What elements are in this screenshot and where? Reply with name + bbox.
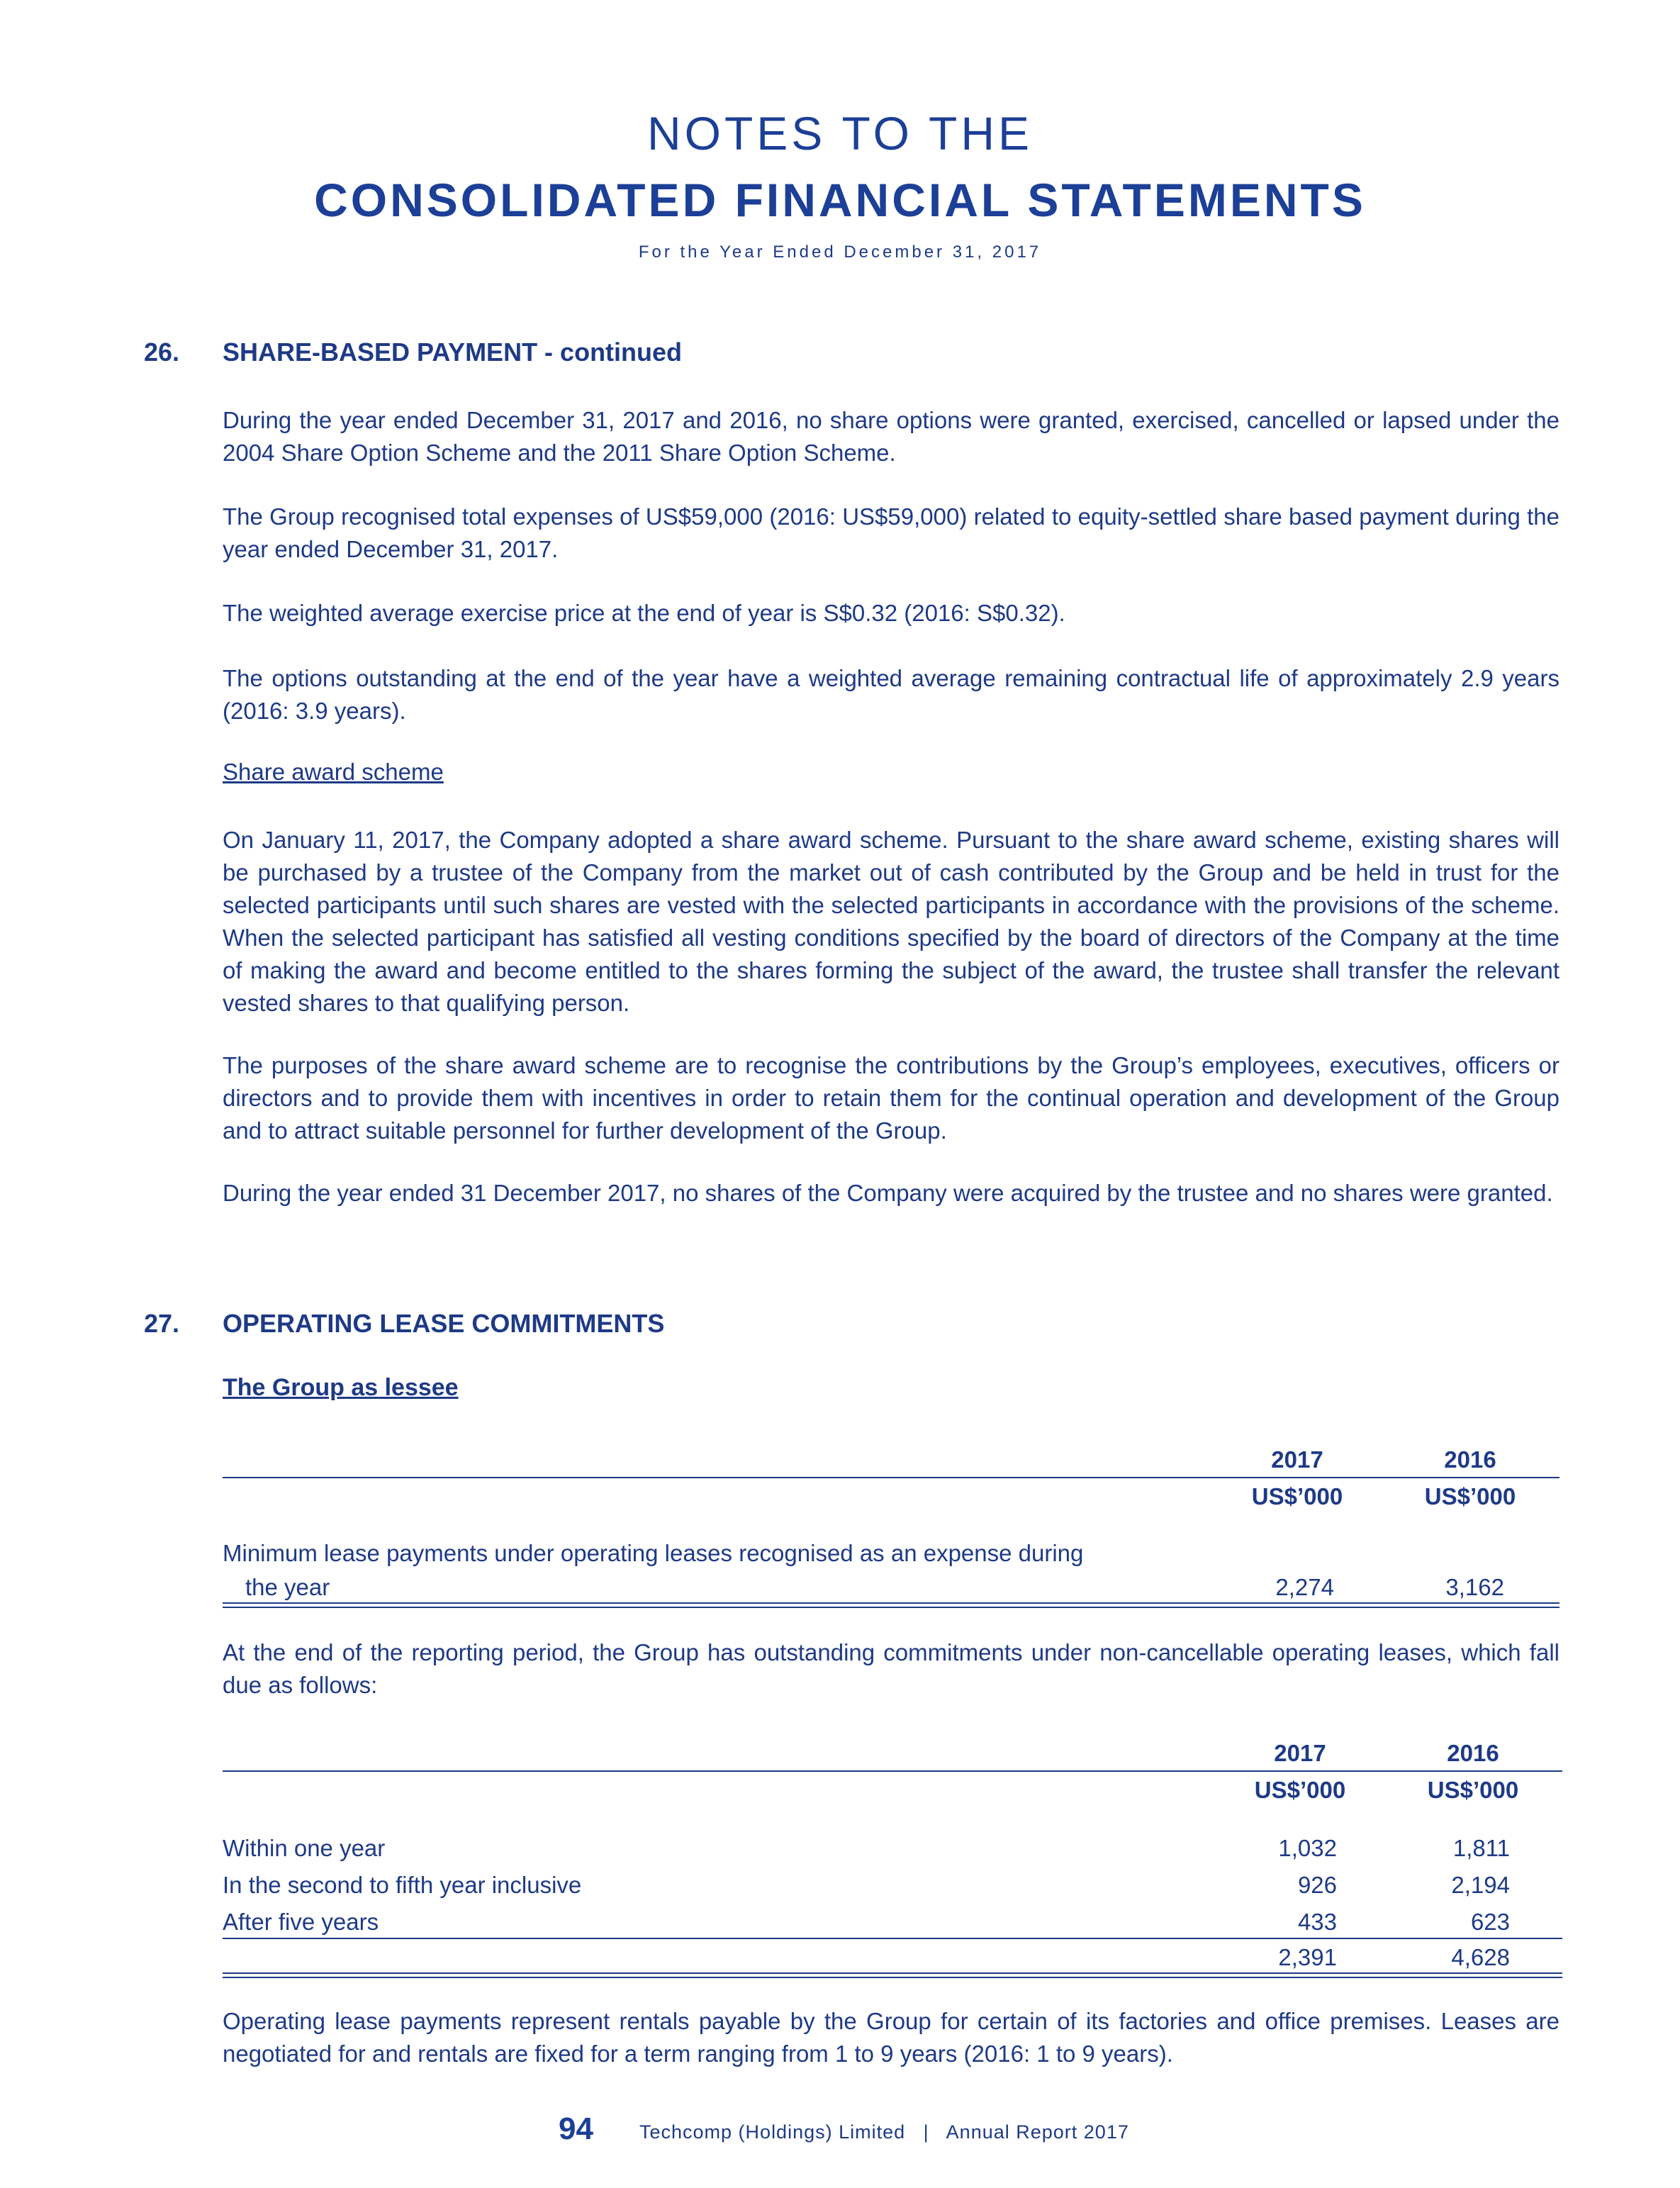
subheading-share-award-scheme: Share award scheme	[223, 759, 444, 785]
table-rule	[223, 1477, 1559, 1478]
column-unit-2017: US$’000	[1254, 1777, 1346, 1803]
paragraph: On January 11, 2017, the Company adopted a share award scheme. Pursuant to the share award scheme, existing shares will be purchased by a trustee of the Company from the market out of cash contributed by the Group and be held in trust for the selected participants until such shares are vested with the selected participants in accordance with the provisions of the scheme. When the selected participant has satisfied all vesting conditions specified by the board of directors of the Company at the time of making the award and become entitled to the shares forming the subject of the award, the trustee shall transfer the relevant vested shares to that qualifying person.	[223, 827, 1559, 1016]
column-header-2016: 2016	[1444, 1446, 1496, 1473]
paragraph: During the year ended 31 December 2017, no shares of the Company were acquired by the trustee and no shares were granted.	[223, 1180, 1553, 1206]
paragraph: The options outstanding at the end of the year have a weighted average remaining contractual life of approximately 2.9 years (2016: 3.9 years).	[223, 665, 1559, 724]
paragraph: The Group recognised total expenses of US$59,000 (2016: US$59,000) related to equity-settled share based payment during the year ended December 31, 2017.	[223, 503, 1559, 562]
paragraph: During the year ended December 31, 2017 and 2016, no share options were granted, exercised, cancelled or lapsed under the 2004 Share Option Scheme and the 2011 Share Option Scheme.	[223, 407, 1559, 466]
section-27-number: 27.	[144, 1309, 180, 1338]
table-row-label: In the second to fifth year inclusive	[223, 1872, 582, 1898]
paragraph: The purposes of the share award scheme are to recognise the contributions by the Group’s employees, executives, officers or directors and to provide them with incentives in order to retain them for the continual operation and development of the Group and to attract suitable personnel for further development of the Group.	[223, 1052, 1559, 1144]
column-unit-2017: US$’000	[1251, 1483, 1343, 1509]
table-row-label: After five years	[223, 1909, 379, 1935]
paragraph: At the end of the reporting period, the Group has outstanding commitments under non-cancellable operating leases, which fall due as follows:	[223, 1639, 1559, 1698]
section-26-number: 26.	[144, 337, 180, 367]
section-26-title: SHARE-BASED PAYMENT - continued	[223, 337, 683, 367]
table-cell-2017: 433	[1297, 1909, 1337, 1935]
paragraph: Operating lease payments represent rentals payable by the Group for certain of its factories and office premises. Leases are negotiated for and rentals are fixed for a term ranging from 1 to 9 years (2016: 1 to 9 years).	[223, 2008, 1559, 2067]
table-row-label: Minimum lease payments under operating leases recognised as an expense during	[223, 1540, 1084, 1566]
table-cell-2016: 1,811	[1452, 1835, 1510, 1861]
footer-text: Techcomp (Holdings) Limited | Annual Report 2017	[639, 2121, 1129, 2143]
page-number: 94	[559, 2111, 593, 2146]
page-header-period: For the Year Ended December 31, 2017	[638, 242, 1042, 262]
table-double-rule	[223, 1602, 1559, 1608]
table-total-2017: 2,391	[1278, 1944, 1337, 1970]
table-cell-2016: 2,194	[1451, 1872, 1510, 1898]
column-unit-2016: US$’000	[1424, 1483, 1516, 1509]
page-header-notes: NOTES TO THE	[646, 107, 1034, 160]
table-rule	[223, 1770, 1562, 1772]
column-unit-2016: US$’000	[1427, 1777, 1519, 1803]
table-row-label: Within one year	[223, 1835, 386, 1861]
table-cell-2016: 623	[1470, 1909, 1510, 1935]
table-cell-2017: 926	[1297, 1872, 1337, 1898]
column-header-2017: 2017	[1274, 1740, 1326, 1766]
subheading-group-as-lessee: The Group as lessee	[223, 1374, 459, 1401]
column-header-2017: 2017	[1271, 1446, 1323, 1473]
table-cell-2017: 1,032	[1278, 1835, 1337, 1861]
table-row-label-continued: the year	[245, 1574, 330, 1600]
table-total-2016: 4,628	[1451, 1944, 1510, 1970]
table-double-rule	[223, 1972, 1562, 1978]
table-subtotal-rule	[223, 1938, 1562, 1939]
column-header-2016: 2016	[1447, 1740, 1499, 1766]
page-header-title: CONSOLIDATED FINANCIAL STATEMENTS	[314, 174, 1366, 226]
paragraph: The weighted average exercise price at the end of year is S$0.32 (2016: S$0.32).	[223, 600, 1065, 626]
table-cell-2017: 2,274	[1275, 1574, 1334, 1600]
table-cell-2016: 3,162	[1445, 1574, 1504, 1600]
section-27-title: OPERATING LEASE COMMITMENTS	[223, 1309, 665, 1338]
